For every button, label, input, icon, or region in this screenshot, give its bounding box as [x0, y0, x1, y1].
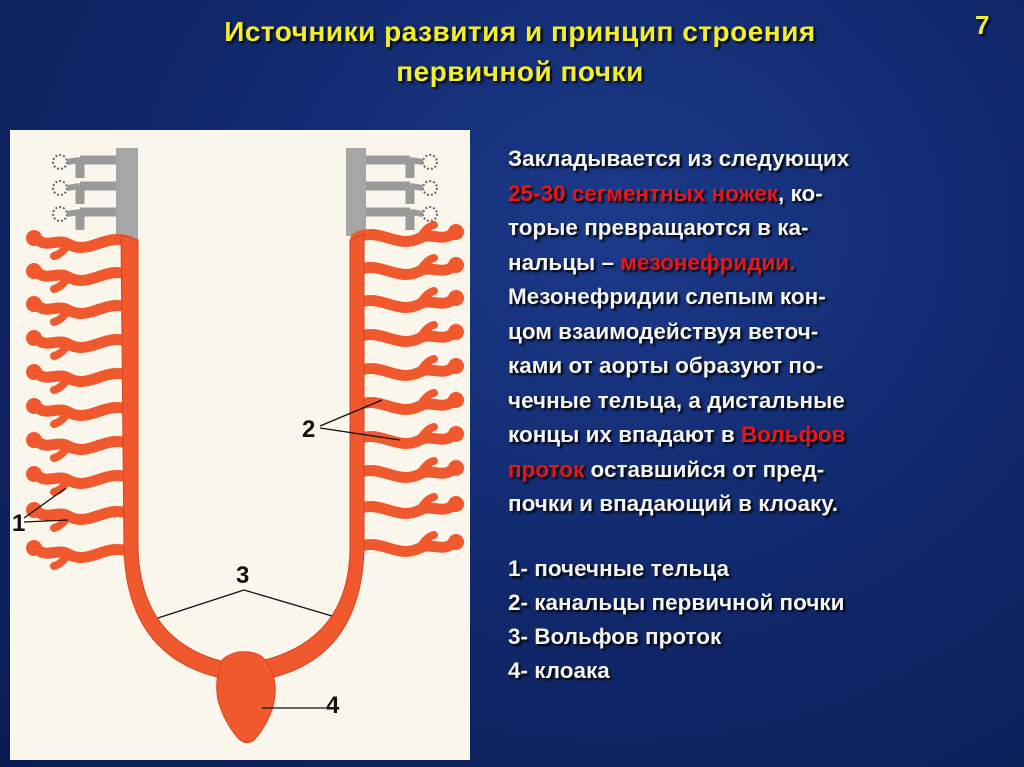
tubule-left-end: [26, 540, 42, 556]
text-line-9: [508, 418, 1008, 453]
tubule-left: [38, 339, 130, 347]
pronephros-left-glomus: [53, 155, 67, 169]
tubule-left-end: [26, 330, 42, 346]
text-line-10: [508, 453, 1008, 488]
label-1: 1: [12, 510, 26, 537]
text-line-11: почки и впадающий в клоаку.: [508, 491, 839, 516]
text-line-4: [508, 246, 1008, 281]
tubule-left: [38, 549, 130, 557]
title-line-1: Источники развития и принцип строения: [224, 16, 816, 47]
tubule-left: [38, 239, 130, 247]
text-line-8: чечные тельца, а дистальные: [508, 387, 845, 413]
text-line-2: [508, 177, 1008, 212]
text-line-2-rest: , ко-: [778, 180, 823, 206]
tubule-right-end: [448, 224, 464, 240]
tubule-right: [356, 234, 452, 241]
highlight-segment-stalks: 25-30 сегментных ножек: [508, 180, 778, 206]
kidney-diagram: [10, 130, 470, 760]
label-4: 4: [326, 692, 340, 719]
tubule-right: [356, 300, 452, 307]
label-2: 2: [302, 416, 316, 443]
tubule-left: [38, 272, 130, 280]
pronephros-left-neck: [67, 160, 80, 162]
tubule-left-end: [26, 364, 42, 380]
mesonephric-tubules: [26, 224, 464, 566]
tubule-right-end: [448, 290, 464, 306]
pronephros-right-neck: [410, 212, 423, 214]
tubule-right: [356, 267, 452, 274]
tubule-right: [356, 506, 452, 513]
tubule-right-end: [448, 392, 464, 408]
tubule-right-end: [448, 426, 464, 442]
pronephros-left-duct: [116, 148, 138, 240]
legend: [508, 552, 1018, 688]
legend-item-2: 2- канальцы первичной почки: [508, 590, 845, 615]
tubule-left-end: [26, 296, 42, 312]
tubule-right: [356, 436, 452, 443]
pronephros-right-neck: [410, 160, 423, 162]
legend-item-1: 1- почечные тельца: [508, 556, 729, 581]
tubule-right-end: [448, 496, 464, 512]
tubule-left: [38, 511, 130, 519]
pronephros-right-glomus: [423, 155, 437, 169]
highlight-wolffian: Вольфов: [740, 422, 846, 447]
pronephros-left-glomus: [53, 181, 67, 195]
title-line-2: первичной почки: [396, 56, 644, 87]
text-line-1: Закладывается из следующих: [508, 146, 850, 171]
cloaca: [217, 652, 276, 743]
tubule-left-end: [26, 466, 42, 482]
pronephros-left-glomus: [53, 207, 67, 221]
pronephros-left-neck: [67, 186, 80, 188]
label3-line-b: [244, 590, 332, 616]
slide-title: [70, 12, 970, 92]
kidney-diagram-svg: [10, 130, 470, 760]
text-line-5: Мезонефридии слепым кон-: [508, 284, 826, 309]
tubule-left: [38, 407, 130, 415]
tubule-right-end: [448, 257, 464, 273]
tubule-right-end: [448, 358, 464, 374]
tubule-left: [38, 373, 130, 381]
legend-item-4: 4- клоака: [508, 658, 610, 683]
pronephros-right-glomus: [423, 207, 437, 221]
tubule-right: [356, 368, 452, 375]
text-line-9-pre: концы их впадают в: [508, 422, 741, 447]
pronephros-stalks: [53, 148, 437, 240]
tubule-left-end: [26, 432, 42, 448]
tubule-right: [356, 544, 452, 551]
text-line-7: ками от аорты образуют по-: [508, 353, 824, 378]
tubule-left-end: [26, 263, 42, 279]
highlight-duct: проток: [508, 456, 585, 482]
slide-number: 7: [975, 10, 990, 40]
tubule-left-end: [26, 398, 42, 414]
tubule-left-end: [26, 230, 42, 246]
legend-item-3: 3- Вольфов проток: [508, 624, 722, 649]
text-line-3: торые превращаются в ка-: [508, 215, 809, 240]
highlight-mesonephridia: мезонефридии.: [620, 249, 796, 275]
pronephros-left-neck: [67, 212, 80, 214]
tubule-right-end: [448, 534, 464, 550]
tubule-right-end: [448, 460, 464, 476]
text-line-6: цом взаимодействуя веточ-: [508, 318, 819, 344]
pronephros-right-glomus: [423, 181, 437, 195]
pronephros-right-duct: [346, 148, 366, 236]
pronephros-right-neck: [410, 186, 423, 188]
label-3: 3: [236, 562, 250, 589]
tubule-right: [356, 470, 452, 477]
description-text: [508, 142, 1008, 522]
tubule-right: [356, 402, 452, 409]
text-line-10-rest: оставшийся от пред-: [584, 456, 825, 482]
tubule-right-end: [448, 324, 464, 340]
tubule-left: [38, 441, 130, 449]
tubule-left: [38, 305, 130, 313]
tubule-left: [38, 475, 130, 483]
text-line-4-pre: нальцы –: [508, 249, 621, 275]
tubule-right: [356, 334, 452, 341]
label3-line-a: [158, 590, 244, 618]
